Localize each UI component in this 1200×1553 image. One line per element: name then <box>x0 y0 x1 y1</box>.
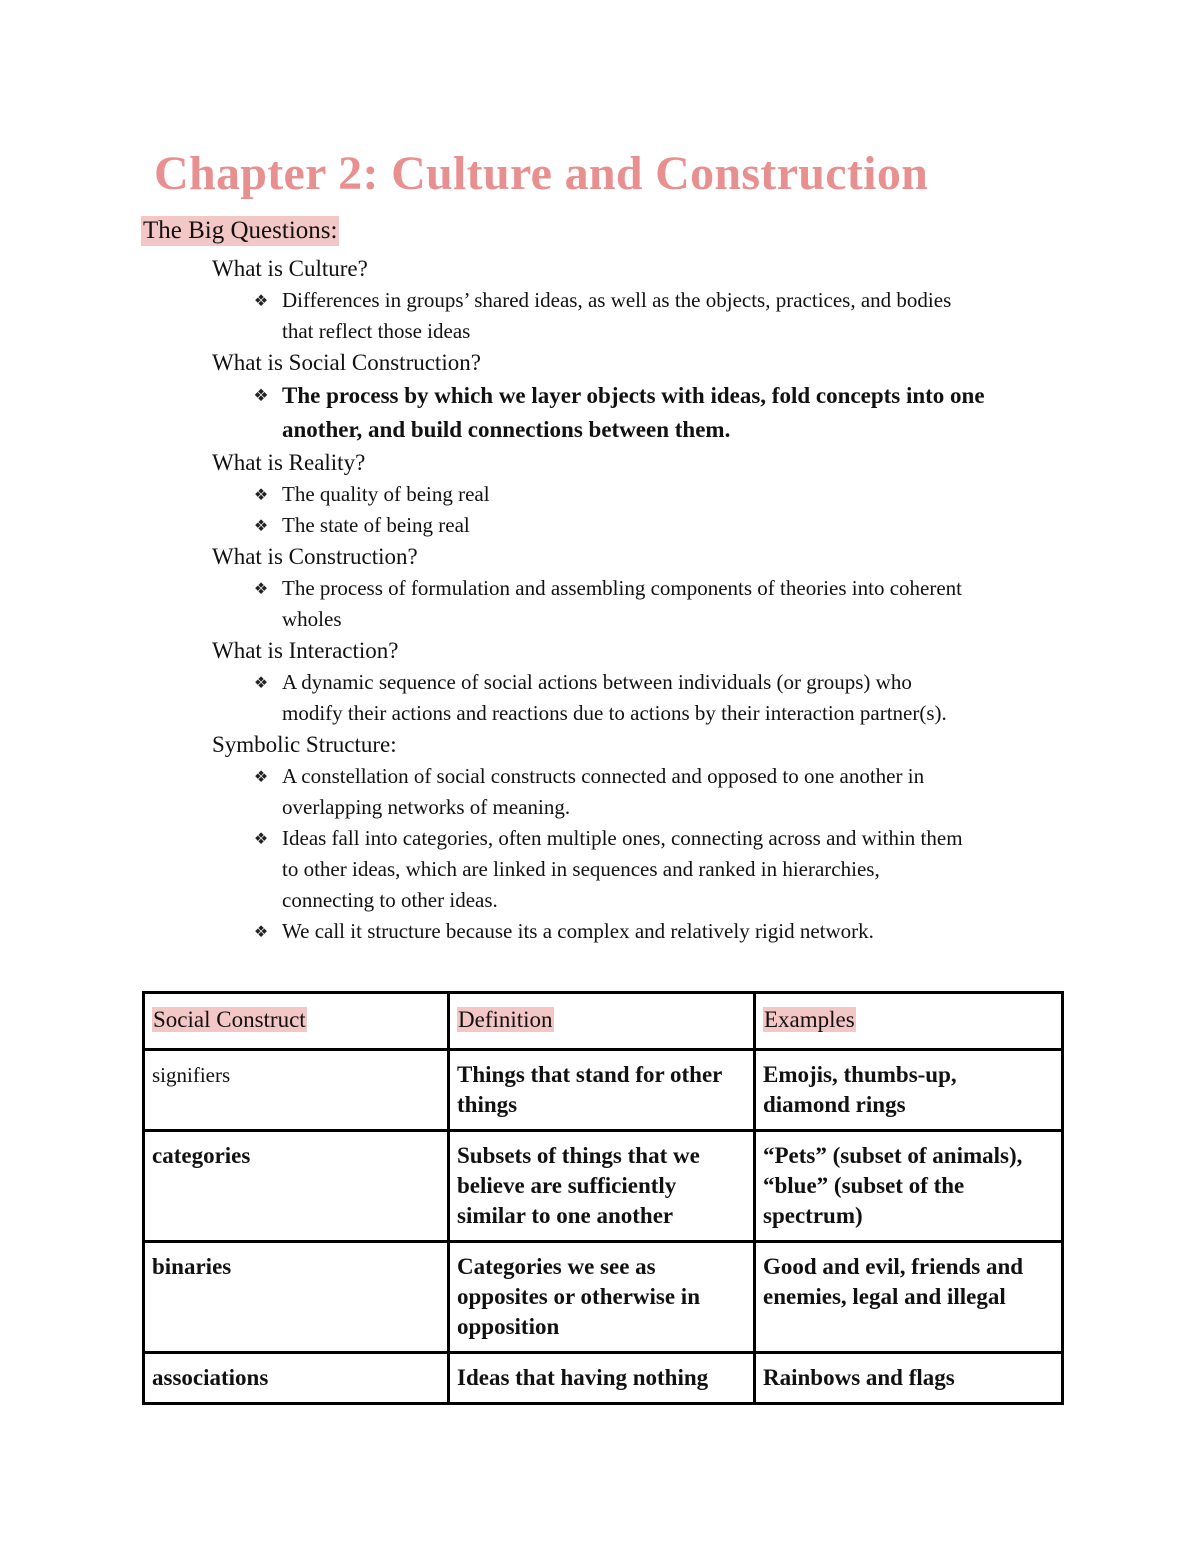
answer-line: that reflect those ideas <box>282 319 471 343</box>
cell-line: Categories we see as <box>457 1254 656 1279</box>
definition-cell <box>449 1050 755 1131</box>
table-header-cell <box>449 993 755 1050</box>
answer-line: We call it structure because its a complex and relatively rigid network. <box>282 919 874 943</box>
bullet-icon: ❖ <box>253 291 269 310</box>
header-examples: Examples <box>764 1007 855 1032</box>
answer-item <box>212 379 1072 447</box>
bullet-icon: ❖ <box>253 922 269 941</box>
table-row <box>144 1242 1063 1353</box>
answer-line: wholes <box>282 607 342 631</box>
cell-line: diamond rings <box>763 1092 906 1117</box>
cell-line: spectrum) <box>763 1203 863 1228</box>
bullet-icon: ❖ <box>253 767 269 786</box>
header-social-construct: Social Construct <box>153 1007 306 1032</box>
answer-line: another, and build connections between them. <box>282 417 731 442</box>
cell-line: Rainbows and flags <box>763 1365 955 1390</box>
definition-cell <box>449 1131 755 1242</box>
cell-line: Emojis, thumbs-up, <box>763 1062 957 1087</box>
definition-cell <box>449 1353 755 1404</box>
cell-line: signifiers <box>152 1063 231 1087</box>
cell-line: Ideas that having nothing <box>457 1365 709 1390</box>
cell-line: believe are sufficiently <box>457 1173 677 1198</box>
cell-line: Subsets of things that we <box>457 1143 700 1168</box>
answer-line: A dynamic sequence of social actions between individuals (or groups) who <box>282 670 912 694</box>
examples-cell <box>755 1353 1063 1404</box>
answer-line: The process of formulation and assembling components of theories into coherent <box>282 576 962 600</box>
answer-line: Differences in groups’ shared ideas, as well as the objects, practices, and bodies <box>282 288 952 312</box>
header-definition: Definition <box>458 1007 553 1032</box>
answer-item <box>212 510 1072 541</box>
answer-line: A constellation of social constructs connected and opposed to one another in <box>282 764 925 788</box>
answer-item <box>212 823 1072 916</box>
answer-item <box>212 573 1072 635</box>
page-title: Chapter 2: Culture and Construction <box>154 147 929 200</box>
construct-cell <box>144 1131 449 1242</box>
examples-cell <box>755 1050 1063 1131</box>
answer-item <box>212 479 1072 510</box>
bullet-icon: ❖ <box>253 829 269 848</box>
answer-line: connecting to other ideas. <box>282 888 498 912</box>
question-reality: What is Reality? <box>212 450 366 475</box>
social-constructs-table <box>142 991 1064 1405</box>
cell-line: binaries <box>152 1254 232 1279</box>
cell-line: Good and evil, friends and <box>763 1254 1024 1279</box>
cell-line: associations <box>152 1365 269 1390</box>
cell-line: “blue” (subset of the <box>763 1173 965 1198</box>
answer-item <box>212 285 1072 347</box>
table-header-cell <box>144 993 449 1050</box>
construct-cell <box>144 1242 449 1353</box>
questions-list <box>212 253 1072 947</box>
question-social-construction: What is Social Construction? <box>212 350 481 375</box>
section-heading: The Big Questions: <box>143 217 338 244</box>
table-row <box>144 1353 1063 1404</box>
bullet-icon: ❖ <box>253 579 269 598</box>
answer-line: Ideas fall into categories, often multiple ones, connecting across and within them <box>282 826 963 850</box>
cell-line: enemies, legal and illegal <box>763 1284 1006 1309</box>
question-construction: What is Construction? <box>212 544 418 569</box>
answer-item <box>212 916 1072 947</box>
definition-cell <box>449 1242 755 1353</box>
construct-cell <box>144 1050 449 1131</box>
question-symbolic-structure: Symbolic Structure: <box>212 732 397 757</box>
bullet-icon: ❖ <box>253 516 269 535</box>
answer-line: The quality of being real <box>282 482 490 506</box>
cell-line: opposition <box>457 1314 560 1339</box>
cell-line: categories <box>152 1143 251 1168</box>
table-row <box>144 1050 1063 1131</box>
bullet-icon: ❖ <box>253 673 269 692</box>
cell-line: “Pets” (subset of animals), <box>763 1143 1023 1168</box>
cell-line: things <box>457 1092 518 1117</box>
answer-line: The process by which we layer objects with ideas, fold concepts into one <box>282 383 985 408</box>
question-interaction: What is Interaction? <box>212 638 399 663</box>
examples-cell <box>755 1131 1063 1242</box>
bullet-icon: ❖ <box>253 386 269 406</box>
cell-line: Things that stand for other <box>457 1062 723 1087</box>
answer-line: modify their actions and reactions due to actions by their interaction partner(s). <box>282 701 947 725</box>
bullet-icon: ❖ <box>253 485 269 504</box>
question-culture: What is Culture? <box>212 256 368 281</box>
answer-line: to other ideas, which are linked in sequences and ranked in hierarchies, <box>282 857 880 881</box>
answer-item <box>212 667 1072 729</box>
answer-line: overlapping networks of meaning. <box>282 795 571 819</box>
answer-item <box>212 761 1072 823</box>
answer-line: The state of being real <box>282 513 470 537</box>
examples-cell <box>755 1242 1063 1353</box>
table-header-cell <box>755 993 1063 1050</box>
table-row <box>144 1131 1063 1242</box>
table-header-row <box>144 993 1063 1050</box>
cell-line: similar to one another <box>457 1203 674 1228</box>
construct-cell <box>144 1353 449 1404</box>
cell-line: opposites or otherwise in <box>457 1284 700 1309</box>
